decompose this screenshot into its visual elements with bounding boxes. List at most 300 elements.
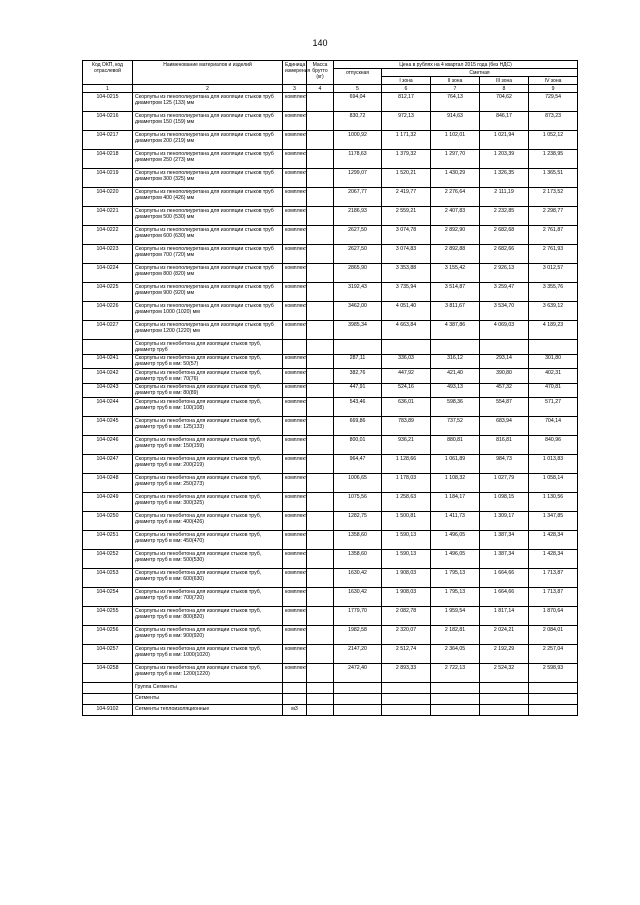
cell-price-zone-2: 1 108,32 — [431, 474, 480, 493]
cell-price-zone-3 — [480, 340, 529, 354]
table-row — [83, 283, 578, 302]
cell-price-zone-4: 3 355,76 — [529, 283, 578, 302]
cell-price-zone-2: 3 811,67 — [431, 302, 480, 321]
group-row — [83, 340, 578, 354]
cell-price-release: 2627,50 — [334, 226, 382, 245]
table-header — [83, 61, 578, 93]
table-row — [83, 645, 578, 664]
cell-name: Скорлупы из пенополиуретана для изоляции стыков труб диаметром 800 (820) мм — [133, 264, 283, 283]
cell-price-zone-3: 2 111,19 — [480, 188, 529, 207]
cell-price-zone-3: 1 387,34 — [480, 531, 529, 550]
cell-code: 104-0242 — [83, 369, 133, 383]
cell-price-zone-1 — [382, 683, 431, 694]
cell-price-zone-4: 729,54 — [529, 93, 578, 112]
cell-price-zone-3: 390,80 — [480, 369, 529, 383]
cell-name: Скорлупы из пенобетона для изоляции стыков труб, диаметр труб в мм: 1200(1220) — [133, 664, 283, 683]
table-row — [83, 569, 578, 588]
cell-price-zone-3: 554,87 — [480, 398, 529, 417]
table-body — [83, 93, 578, 716]
table-row — [83, 150, 578, 169]
cell-mass — [307, 383, 334, 397]
cell-mass — [307, 455, 334, 474]
table-row — [83, 383, 578, 397]
cell-unit — [283, 683, 307, 694]
cell-price-release: 1282,75 — [334, 512, 382, 531]
cell-price-zone-2 — [431, 694, 480, 705]
cell-price-zone-1 — [382, 705, 431, 716]
cell-price-zone-4: 1 130,56 — [529, 493, 578, 512]
cell-price-zone-2: 2 364,05 — [431, 645, 480, 664]
cell-price-zone-1: 447,92 — [382, 369, 431, 383]
cell-price-zone-3: 457,32 — [480, 383, 529, 397]
cell-price-zone-3: 1 098,15 — [480, 493, 529, 512]
cell-price-zone-1: 4 051,40 — [382, 302, 431, 321]
cell-price-release — [334, 694, 382, 705]
cell-name: Скорлупы из пенополиуретана для изоляции стыков труб диаметром 900 (920) мм — [133, 283, 283, 302]
cell-price-zone-3: 3 259,47 — [480, 283, 529, 302]
cell-unit: комплект — [283, 321, 307, 340]
cell-code: 104-0249 — [83, 493, 133, 512]
cell-code: 104-0218 — [83, 150, 133, 169]
table-row — [83, 417, 578, 436]
cell-price-zone-2: 880,81 — [431, 436, 480, 455]
column-number: 6 — [382, 85, 431, 93]
table-row — [83, 226, 578, 245]
cell-code: 104-0220 — [83, 188, 133, 207]
cell-unit: комплект — [283, 607, 307, 626]
cell-price-zone-1: 1 171,32 — [382, 131, 431, 150]
cell-code: 104-0255 — [83, 607, 133, 626]
cell-price-release: 1779,70 — [334, 607, 382, 626]
cell-code: 104-0216 — [83, 112, 133, 131]
cell-name: Скорлупы из пенобетона для изоляции стыков труб, диаметр труб в мм: 300(325) — [133, 493, 283, 512]
cell-price-zone-2: 316,12 — [431, 354, 480, 368]
cell-code: 104-0223 — [83, 245, 133, 264]
cell-unit — [283, 694, 307, 705]
cell-price-zone-4: 873,23 — [529, 112, 578, 131]
cell-unit: м3 — [283, 705, 307, 716]
cell-price-zone-4: 1 013,83 — [529, 455, 578, 474]
column-number: 8 — [480, 85, 529, 93]
cell-unit: комплект — [283, 188, 307, 207]
cell-code: 104-0227 — [83, 321, 133, 340]
cell-price-zone-4: 840,96 — [529, 436, 578, 455]
cell-price-zone-4: 1 870,64 — [529, 607, 578, 626]
cell-code: 104-0256 — [83, 626, 133, 645]
cell-price-release: 543,46 — [334, 398, 382, 417]
cell-unit: комплект — [283, 512, 307, 531]
cell-price-release: 2472,40 — [334, 664, 382, 683]
cell-price-zone-3: 293,14 — [480, 354, 529, 368]
table-row — [83, 369, 578, 383]
table-row — [83, 264, 578, 283]
cell-mass — [307, 474, 334, 493]
cell-name: Скорлупы из пенополиуретана для изоляции стыков труб диаметром 500 (530) мм — [133, 207, 283, 226]
cell-name: Скорлупы из пенобетона для изоляции стыков труб, диаметр труб в мм: 500(530) — [133, 550, 283, 569]
cell-price-zone-3: 2 192,29 — [480, 645, 529, 664]
cell-price-zone-1: 1 258,63 — [382, 493, 431, 512]
cell-price-release: 2147,20 — [334, 645, 382, 664]
cell-price-zone-4: 1 238,95 — [529, 150, 578, 169]
cell-price-zone-4: 571,27 — [529, 398, 578, 417]
cell-price-zone-1: 1 500,81 — [382, 512, 431, 531]
cell-price-zone-3: 2 524,32 — [480, 664, 529, 683]
cell-mass — [307, 321, 334, 340]
cell-price-zone-4: 2 761,93 — [529, 245, 578, 264]
cell-name: Скорлупы из пенополиуретана для изоляции стыков труб диаметром 400 (426) мм — [133, 188, 283, 207]
cell-price-zone-2: 2 722,13 — [431, 664, 480, 683]
cell-name: Скорлупы из пенополиуретана для изоляции стыков труб диаметром 150 (159) мм — [133, 112, 283, 131]
cell-code: 104-0248 — [83, 474, 133, 493]
cell-code: 104-0244 — [83, 398, 133, 417]
cell-price-zone-3: 1 326,35 — [480, 169, 529, 188]
cell-price-zone-2: 1 959,54 — [431, 607, 480, 626]
cell-price-zone-2: 1 496,05 — [431, 550, 480, 569]
cell-mass — [307, 531, 334, 550]
cell-code: 104-0226 — [83, 302, 133, 321]
cell-price-zone-3: 3 534,70 — [480, 302, 529, 321]
cell-price-zone-3 — [480, 683, 529, 694]
cell-code: 104-0224 — [83, 264, 133, 283]
cell-price-zone-4: 2 761,87 — [529, 226, 578, 245]
cell-price-release: 1075,56 — [334, 493, 382, 512]
cell-price-release: 3985,34 — [334, 321, 382, 340]
cell-name: Скорлупы из пенобетона для изоляции стыков труб, диаметр труб в мм: 800(820) — [133, 607, 283, 626]
cell-unit: комплект — [283, 588, 307, 607]
cell-price-zone-2 — [431, 683, 480, 694]
cell-price-zone-1: 2 082,78 — [382, 607, 431, 626]
cell-code: 104-0217 — [83, 131, 133, 150]
cell-price-zone-3: 1 387,34 — [480, 550, 529, 569]
cell-name: Группа Сегменты — [133, 683, 283, 694]
cell-price-zone-2: 1 795,13 — [431, 588, 480, 607]
cell-unit: комплект — [283, 112, 307, 131]
cell-price-zone-4: 2 257,04 — [529, 645, 578, 664]
cell-price-zone-4: 2 298,77 — [529, 207, 578, 226]
cell-mass — [307, 645, 334, 664]
cell-price-zone-4 — [529, 340, 578, 354]
cell-name: Скорлупы из пенобетона для изоляции стыков труб, диаметр труб в мм: 250(273) — [133, 474, 283, 493]
cell-price-zone-2: 598,36 — [431, 398, 480, 417]
cell-price-zone-2: 1 061,89 — [431, 455, 480, 474]
cell-mass — [307, 207, 334, 226]
cell-price-zone-2: 1 297,70 — [431, 150, 480, 169]
cell-unit: комплект — [283, 436, 307, 455]
cell-unit: комплект — [283, 455, 307, 474]
cell-price-zone-2: 2 182,81 — [431, 626, 480, 645]
cell-price-zone-1: 1 590,13 — [382, 531, 431, 550]
table-row — [83, 131, 578, 150]
cell-unit: комплект — [283, 150, 307, 169]
cell-price-zone-4: 470,81 — [529, 383, 578, 397]
cell-name: Скорлупы из пенополиуретана для изоляции стыков труб диаметром 1200 (1220) мм — [133, 321, 283, 340]
header-zone-2: II зона — [431, 77, 480, 85]
cell-name: Скорлупы из пенополиуретана для изоляции стыков труб диаметром 300 (325) мм — [133, 169, 283, 188]
cell-unit: комплект — [283, 369, 307, 383]
cell-code: 104-0241 — [83, 354, 133, 368]
cell-mass — [307, 607, 334, 626]
cell-price-release — [334, 705, 382, 716]
cell-unit: комплект — [283, 354, 307, 368]
cell-price-zone-4: 704,14 — [529, 417, 578, 436]
cell-price-release: 1630,42 — [334, 588, 382, 607]
cell-price-zone-3: 1 203,39 — [480, 150, 529, 169]
cell-mass — [307, 398, 334, 417]
cell-price-zone-2: 3 155,42 — [431, 264, 480, 283]
cell-unit: комплект — [283, 207, 307, 226]
cell-price-zone-4: 2 084,01 — [529, 626, 578, 645]
cell-code — [83, 683, 133, 694]
cell-price-zone-3: 2 926,13 — [480, 264, 529, 283]
cell-price-zone-2: 2 892,90 — [431, 226, 480, 245]
cell-name: Сегменты теплоизоляционные — [133, 705, 283, 716]
cell-price-zone-4: 1 713,87 — [529, 569, 578, 588]
cell-price-zone-1: 3 353,88 — [382, 264, 431, 283]
header-zone-4: IV зона — [529, 77, 578, 85]
cell-price-release: 2067,77 — [334, 188, 382, 207]
cell-price-zone-1: 936,21 — [382, 436, 431, 455]
cell-code: 104-0221 — [83, 207, 133, 226]
cell-price-zone-2: 1 430,29 — [431, 169, 480, 188]
cell-unit: комплект — [283, 264, 307, 283]
price-table — [82, 60, 578, 716]
cell-price-zone-4: 1 058,14 — [529, 474, 578, 493]
cell-unit: комплект — [283, 283, 307, 302]
cell-price-release: 1630,42 — [334, 569, 382, 588]
cell-price-release: 1299,07 — [334, 169, 382, 188]
cell-code: 104-0225 — [83, 283, 133, 302]
cell-name: Скорлупы из пенобетона для изоляции стыков труб, диаметр труб в мм: 200(219) — [133, 455, 283, 474]
cell-mass — [307, 417, 334, 436]
cell-mass — [307, 626, 334, 645]
cell-unit: комплект — [283, 417, 307, 436]
cell-price-zone-2: 4 387,86 — [431, 321, 480, 340]
cell-price-release: 382,76 — [334, 369, 382, 383]
cell-price-zone-3: 984,73 — [480, 455, 529, 474]
cell-price-zone-3: 1 309,17 — [480, 512, 529, 531]
cell-price-zone-2: 1 102,01 — [431, 131, 480, 150]
header-release: отпускная — [334, 69, 382, 85]
cell-name: Скорлупы из пенобетона для изоляции стыков труб, диаметр труб в мм: 450(470) — [133, 531, 283, 550]
cell-code: 104-0250 — [83, 512, 133, 531]
cell-code: 104-0253 — [83, 569, 133, 588]
group-row — [83, 683, 578, 694]
table-row — [83, 188, 578, 207]
cell-price-zone-2: 2 276,64 — [431, 188, 480, 207]
header-name: Наименование материалов и изделий — [133, 61, 283, 85]
cell-name: Скорлупы из пенобетона для изоляции стыков труб, диаметр труб в мм: 50(57) — [133, 354, 283, 368]
cell-price-release: 694,04 — [334, 93, 382, 112]
cell-price-zone-4 — [529, 683, 578, 694]
cell-price-zone-1: 2 512,74 — [382, 645, 431, 664]
cell-price-release: 2627,50 — [334, 245, 382, 264]
cell-price-zone-1: 524,16 — [382, 383, 431, 397]
table-row — [83, 207, 578, 226]
cell-name: Скорлупы из пенобетона для изоляции стыков труб, диаметр труб в мм: 600(630) — [133, 569, 283, 588]
cell-price-zone-4: 3 639,12 — [529, 302, 578, 321]
cell-name: Скорлупы из пенобетона для изоляции стыков труб, диаметр труб в мм: 70(76) — [133, 369, 283, 383]
cell-price-release: 1982,58 — [334, 626, 382, 645]
cell-price-zone-2: 1 795,13 — [431, 569, 480, 588]
column-number: 5 — [334, 85, 382, 93]
cell-price-zone-4 — [529, 694, 578, 705]
cell-price-zone-3: 683,94 — [480, 417, 529, 436]
cell-price-zone-2 — [431, 705, 480, 716]
table-row — [83, 512, 578, 531]
column-numbers-row — [83, 85, 578, 93]
cell-price-zone-3: 2 682,68 — [480, 226, 529, 245]
cell-unit: комплект — [283, 302, 307, 321]
cell-price-zone-1: 2 893,33 — [382, 664, 431, 683]
cell-name: Скорлупы из пенобетона для изоляции стыков труб, диаметр труб в мм: 400(426) — [133, 512, 283, 531]
cell-price-zone-4 — [529, 705, 578, 716]
cell-unit: комплект — [283, 569, 307, 588]
cell-price-zone-1: 783,89 — [382, 417, 431, 436]
cell-price-zone-4: 1 347,85 — [529, 512, 578, 531]
cell-price-zone-2: 737,52 — [431, 417, 480, 436]
cell-mass — [307, 131, 334, 150]
cell-price-zone-3: 2 024,21 — [480, 626, 529, 645]
cell-price-release: 3192,43 — [334, 283, 382, 302]
cell-price-zone-1: 1 908,03 — [382, 569, 431, 588]
cell-mass — [307, 150, 334, 169]
cell-mass — [307, 569, 334, 588]
cell-price-zone-3: 1 021,94 — [480, 131, 529, 150]
cell-price-zone-1: 2 559,21 — [382, 207, 431, 226]
cell-mass — [307, 705, 334, 716]
table-row — [83, 321, 578, 340]
cell-unit: комплект — [283, 398, 307, 417]
cell-price-zone-1: 1 178,03 — [382, 474, 431, 493]
cell-unit: комплект — [283, 131, 307, 150]
cell-code: 104-0245 — [83, 417, 133, 436]
table-row — [83, 550, 578, 569]
cell-price-zone-3: 4 069,03 — [480, 321, 529, 340]
cell-unit: комплект — [283, 645, 307, 664]
table-row — [83, 302, 578, 321]
cell-price-zone-3: 846,17 — [480, 112, 529, 131]
cell-price-zone-2: 764,13 — [431, 93, 480, 112]
cell-name: Скорлупы из пенополиуретана для изоляции стыков труб диаметром 700 (720) мм — [133, 245, 283, 264]
cell-mass — [307, 436, 334, 455]
cell-mass — [307, 169, 334, 188]
cell-mass — [307, 369, 334, 383]
header-code: Код ОКП, код отраслевой — [83, 61, 133, 85]
cell-unit: комплект — [283, 493, 307, 512]
table-row — [83, 398, 578, 417]
cell-unit: комплект — [283, 226, 307, 245]
table-row — [83, 245, 578, 264]
cell-unit: комплект — [283, 550, 307, 569]
cell-price-zone-3: 1 027,79 — [480, 474, 529, 493]
column-number: 7 — [431, 85, 480, 93]
cell-code: 104-0252 — [83, 550, 133, 569]
cell-name: Скорлупы из пенобетона для изоляции стыков труб, диаметр труб в мм: 700(720) — [133, 588, 283, 607]
column-number: 4 — [307, 85, 334, 93]
cell-price-zone-2: 914,63 — [431, 112, 480, 131]
cell-mass — [307, 264, 334, 283]
cell-code — [83, 340, 133, 354]
cell-price-zone-4: 1 365,51 — [529, 169, 578, 188]
cell-mass — [307, 683, 334, 694]
cell-price-zone-2: 3 514,87 — [431, 283, 480, 302]
cell-mass — [307, 340, 334, 354]
cell-mass — [307, 188, 334, 207]
cell-code — [83, 694, 133, 705]
cell-price-release: 1178,63 — [334, 150, 382, 169]
cell-mass — [307, 302, 334, 321]
cell-price-release: 287,11 — [334, 354, 382, 368]
cell-price-release: 2186,93 — [334, 207, 382, 226]
cell-price-zone-3 — [480, 705, 529, 716]
cell-price-release: 1006,65 — [334, 474, 382, 493]
table-row — [83, 436, 578, 455]
cell-price-zone-1: 1 128,66 — [382, 455, 431, 474]
header-price-caption: Цена в рублях на 4 квартал 2015 года (без НДС) — [334, 61, 578, 69]
cell-unit: комплект — [283, 531, 307, 550]
cell-mass — [307, 588, 334, 607]
cell-price-zone-1: 812,17 — [382, 93, 431, 112]
cell-code: 104-0219 — [83, 169, 133, 188]
cell-price-zone-1: 3 074,83 — [382, 245, 431, 264]
cell-price-zone-3 — [480, 694, 529, 705]
table-row — [83, 455, 578, 474]
table-row — [83, 664, 578, 683]
cell-price-zone-4: 301,80 — [529, 354, 578, 368]
cell-code: 104-0258 — [83, 664, 133, 683]
cell-unit: комплект — [283, 664, 307, 683]
cell-price-zone-1: 3 074,78 — [382, 226, 431, 245]
cell-mass — [307, 664, 334, 683]
cell-price-release: 1358,60 — [334, 531, 382, 550]
cell-price-zone-3: 2 232,85 — [480, 207, 529, 226]
cell-price-release: 447,91 — [334, 383, 382, 397]
cell-unit: комплект — [283, 93, 307, 112]
cell-price-zone-2: 1 411,73 — [431, 512, 480, 531]
table-row — [83, 588, 578, 607]
cell-code: 104-0257 — [83, 645, 133, 664]
table-row — [83, 531, 578, 550]
cell-name: Скорлупы из пенобетона для изоляции стыков труб, диаметр труб в мм: 80(89) — [133, 383, 283, 397]
cell-mass — [307, 550, 334, 569]
cell-code: 104-0247 — [83, 455, 133, 474]
cell-price-release: 669,86 — [334, 417, 382, 436]
cell-price-zone-3: 816,81 — [480, 436, 529, 455]
cell-code: 104-0222 — [83, 226, 133, 245]
cell-name: Скорлупы из пенополиуретана для изоляции стыков труб диаметром 600 (630) мм — [133, 226, 283, 245]
column-number: 1 — [83, 85, 133, 93]
cell-price-zone-4: 1 052,12 — [529, 131, 578, 150]
cell-mass — [307, 354, 334, 368]
cell-price-zone-4: 1 713,87 — [529, 588, 578, 607]
cell-price-zone-4: 1 428,34 — [529, 531, 578, 550]
cell-name: Скорлупы из пенобетона для изоляции стыков труб, диаметр труб в мм: 125(133) — [133, 417, 283, 436]
cell-price-zone-1: 2 419,77 — [382, 188, 431, 207]
cell-code: 104-9102 — [83, 705, 133, 716]
cell-name: Скорлупы из пенополиуретана для изоляции стыков труб диаметром 250 (273) мм — [133, 150, 283, 169]
cell-price-zone-1: 1 908,03 — [382, 588, 431, 607]
cell-price-release: 3462,00 — [334, 302, 382, 321]
header-zone-1: I зона — [382, 77, 431, 85]
cell-price-release: 830,72 — [334, 112, 382, 131]
cell-name: Скорлупы из пенополиуретана для изоляции стыков труб диаметром 125 (133) мм — [133, 93, 283, 112]
cell-price-zone-2: 1 184,17 — [431, 493, 480, 512]
group-row — [83, 705, 578, 716]
cell-price-zone-2: 2 407,83 — [431, 207, 480, 226]
cell-price-release: 800,01 — [334, 436, 382, 455]
cell-price-zone-1: 1 520,21 — [382, 169, 431, 188]
cell-price-release — [334, 683, 382, 694]
